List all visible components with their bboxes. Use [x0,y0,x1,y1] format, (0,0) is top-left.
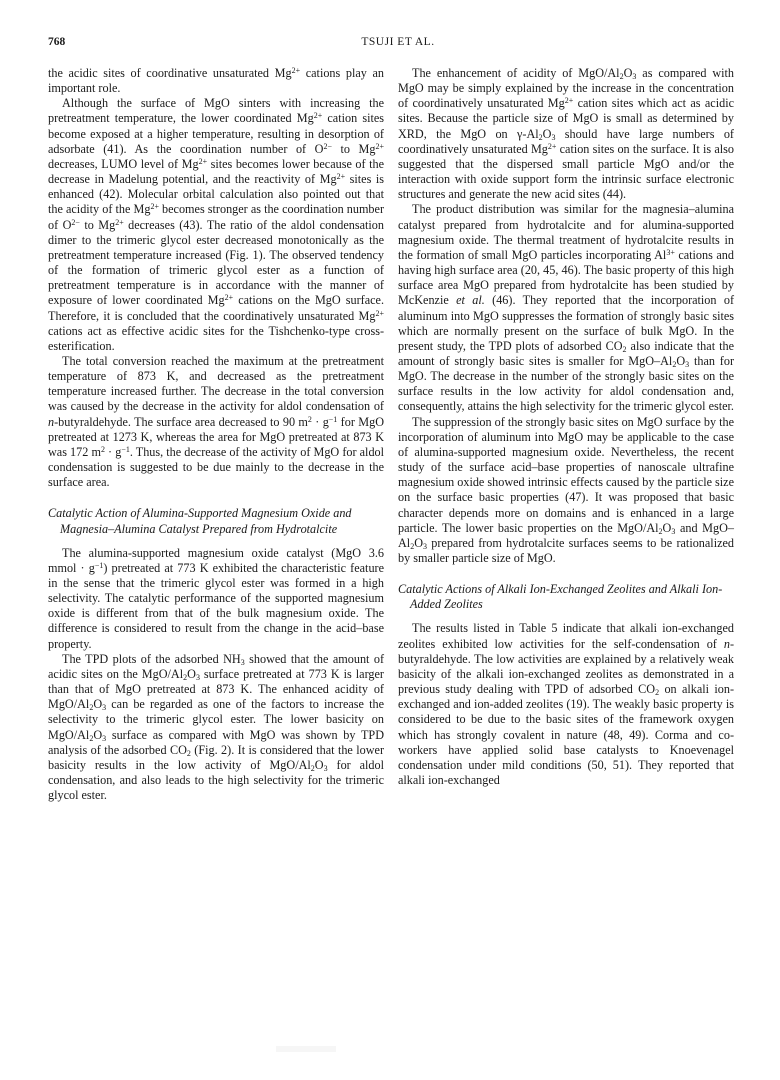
paragraph: The suppression of the strongly basic sites on MgO surface by the incorporation of aluminum into MgO may be applicable to the case of alumina-supported magnesium oxide. Nevertheless, the recent study of the surface acid–base properties of nanoscale ultrafine magnesium oxide showed intrinsic effects caused by the particle size on the surface basic properties (47). It was proposed that basic character depends more on domains and is enhanced in a large particle. The lower basic properties on the MgO/$Al_2O_3$ and MgO–$Al_2O_3$ prepared from hydrotalcite surfaces seems to be rationalized by smaller particle size of MgO. [398,414,734,565]
paragraph: The total conversion reached the maximum at the pretreatment temperature of 873 K, and decreased as the pretreatment temperature increased further. The decrease in the total conversion was caused by the decrease in the activity for aldol condensation of n-butyraldehyde. The surface area decreased to 90 $m^2 \cdot g^{-1}$ for MgO pretreated at 1273 K, whereas the area for MgO pretreated at 873 K was 172 $m^2 \cdot g^{-1}$. Thus, the decrease of the activity of MgO for aldol condensation is suggested to be due mainly to the decrease in the surface area. [48,353,385,490]
left-column [48,66,384,803]
page-number: 768 [48,36,66,48]
paragraph: The alumina-supported magnesium oxide catalyst (MgO 3.6 mmol · $g^{-1}$) pretreated at 773 K exhibited the characteristic feature in the sense that the trimeric glycol ester was formed in a high selectivity. The catalytic performance of the supported magnesium oxide is different from that of the bulk magnesium oxide. The difference is considered to result from the change in the acid–base property. [48,545,385,651]
section-heading: Catalytic Actions of Alkali Ion-Exchanged Zeolites and Alkali Ion-Added Zeolites [398,582,723,612]
paragraph: Although the surface of MgO sinters with increasing the pretreatment temperature, the lower coordinated $Mg^{2+}$ cation sites become exposed at a higher temperature, resulting in desorption of adsorbate (41). As the coordination number of $O^{2-}$ to $Mg^{2+}$ decreases, LUMO level of $Mg^{2+}$ sites becomes lower because of the decrease in Madelung potential, and the reactivity of $Mg^{2+}$ sites is enhanced (42). Molecular orbital calculation also pointed out that the acidity of the $Mg^{2+}$ becomes stronger as the coordination number of $O^{2-}$ to $Mg^{2+}$ decreases (43). The ratio of the aldol condensation dimer to the trimeric glycol ester decreased monotonically as the pretreatment temperature increased (Fig. 1). The observed tendency of the formation of trimeric glycol ester as a function of pretreatment temperature is in accordance with the manner of exposure of lower coordinated $Mg^{2+}$ cations on the MgO surface. Therefore, it is concluded that the coordinatively unsaturated $Mg^{2+}$ cations act as effective acidic sites for the Tishchenko-type cross-esterification. [48,96,385,353]
right-column [398,66,734,788]
paragraph: The TPD plots of the adsorbed $NH_3$ showed that the amount of acidic sites on the MgO/$Al_2O_3$ surface pretreated at 773 K is larger than that of MgO pretreated at 873 K. The enhanced acidity of MgO/$Al_2O_3$ can be regarded as one of the factors to increase the selectivity to the trimeric glycol ester. The lower basicity on MgO/$Al_2O_3$ surface as compared with MgO was shown by TPD analysis of the adsorbed $CO_2$ (Fig. 2). It is considered that the lower basicity results in the low activity of MgO/$Al_2O_3$ for aldol condensation, and also leads to the high selectivity for the trimeric glycol ester. [48,651,385,803]
page-header [48,36,748,50]
paragraph: The product distribution was similar for the magnesia–alumina catalyst prepared from hydrotalcite and for alumina-supported magnesium oxide. The thermal treatment of hydrotalcite results in the formation of small MgO particles incorporating $Al^{3+}$ cations and having high surface area (20, 45, 46). The basic property of this high surface area MgO prepared from hydrotalcite has been studied by McKenzie et al. (46). They reported that the incorporation of aluminum into MgO suppresses the formation of strongly basic sites which are normally present on the surface of bulk MgO. In the present study, the TPD plots of adsorbed $CO_2$ also indicate that the amount of strongly basic sites is smaller for MgO–$Al_2O_3$ than for MgO. The decrease in the number of the strongly basic sites on the surface results in the low activity for aldol condensation and, consequently, attains the high selectivity for the trimeric glycol ester. [398,202,735,414]
running-head: TSUJI ET AL. [361,36,435,48]
paragraph: The enhancement of acidity of MgO/$Al_2O_3$ as compared with MgO may be simply explained by the increase in the concentration of coordinatively unsaturated $Mg^{2+}$ cation sites which act as acidic sites. Because the particle size of MgO is small as determined by XRD, the MgO on $\gamma-Al_2O_3$ should have large numbers of coordinatively unsaturated $Mg^{2+}$ cation sites on the surface. It is also suggested that the dispersed small particle MgO and/or the interaction with oxide support form the intrinsic surface electronic structures and generate the new acid sites (44). [398,66,734,202]
section-heading: Catalytic Action of Alumina-Supported Magnesium Oxide and Magnesia–Alumina Catalyst Prepared from Hydrotalcite [48,506,352,536]
paragraph: the acidic sites of coordinative unsaturated $Mg^{2+}$ cations play an important role. [48,66,384,96]
scan-artifact [276,1046,336,1052]
paragraph: The results listed in Table 5 indicate that alkali ion-exchanged zeolites exhibited low activities for the self-condensation of n-butyraldehyde. The low activities are explained by a relatively weak basicity of the alkali ion-exchanged zeolites as demonstrated in a previous study dealing with TPD of adsorbed $CO_2$ on alkali ion-exchanged and ion-added zeolites (19). The weakly basic property is considered to be due to the basic sites of the framework oxygen which has strongly covalent in nature (48, 49). Corma and co-workers have applied solid base catalysts to Knoevenagel condensation under mild conditions (50, 51). They reported that alkali ion-exchanged [398,621,735,788]
